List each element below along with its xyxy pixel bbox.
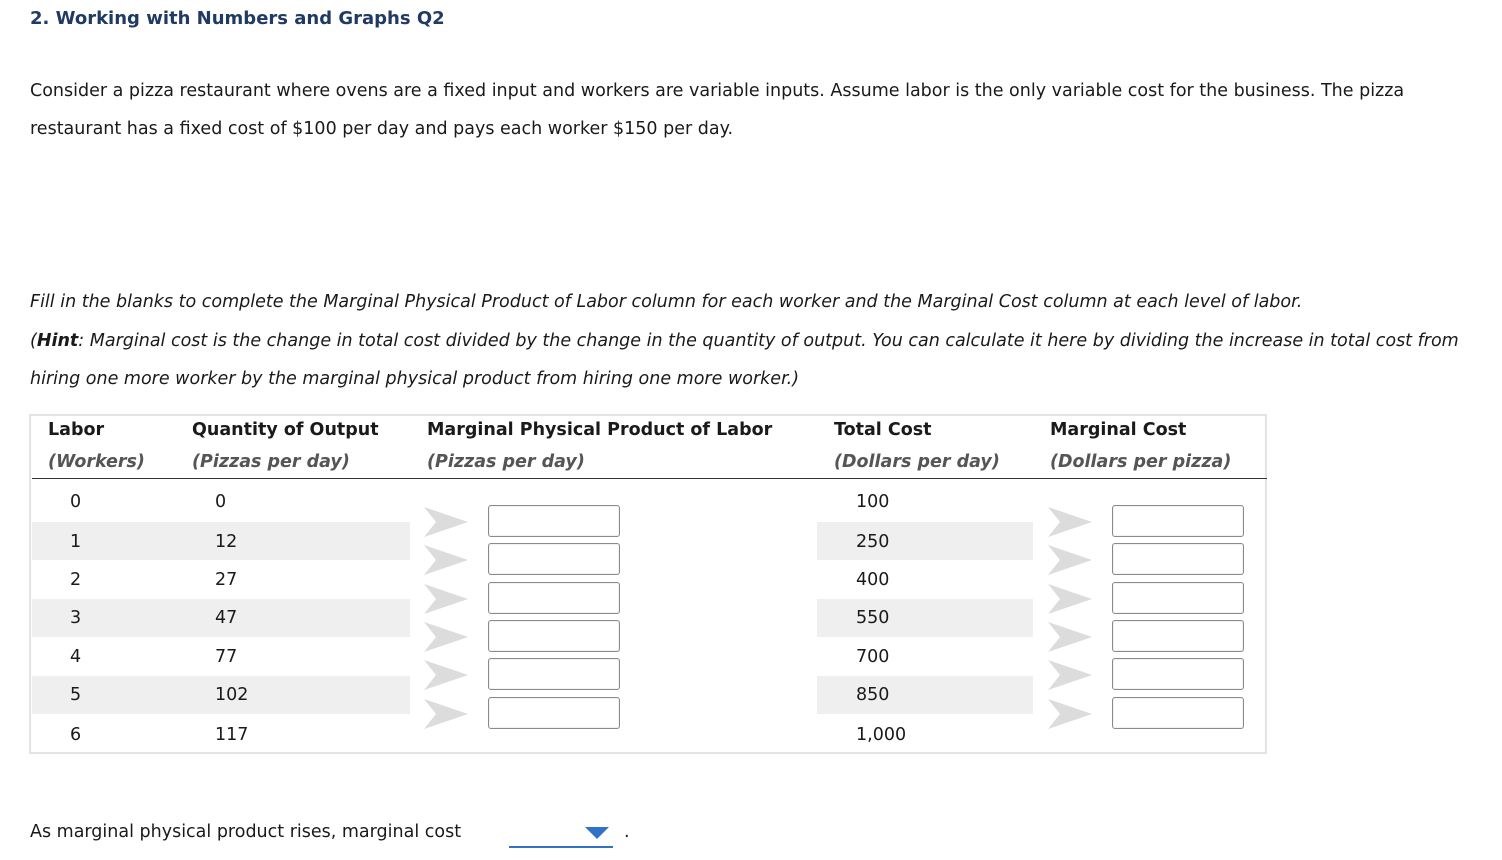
header-labor-unit: (Workers)	[48, 452, 145, 472]
marginal-cost-dropdown[interactable]	[509, 822, 613, 848]
total-cost-cell: 550	[856, 608, 890, 628]
row-band	[817, 522, 1033, 560]
question-text: As marginal physical product rises, marginal cost	[30, 822, 462, 842]
instructions-line1: Fill in the blanks to complete the Marginal Physical Product of Labor column for each worker and the Marginal Cost column at each level of labor.	[30, 292, 1303, 312]
header-marginal-cost-unit: (Dollars per pizza)	[1050, 452, 1232, 472]
header-total-cost: Total Cost	[834, 420, 932, 440]
arrow-right-icon	[422, 658, 470, 692]
arrow-right-icon	[1046, 658, 1094, 692]
question-period: .	[624, 822, 630, 842]
output-cell: 117	[215, 725, 249, 745]
mpp-input-worker-1[interactable]	[488, 505, 620, 537]
intro-paragraph: Consider a pizza restaurant where ovens are a fixed input and workers are variable inputs. Assume labor is the only variable cost for the business. The pizza restaurant has a fixed cost of $100 per day and pays each worker $150 per day.	[30, 81, 1405, 139]
total-cost-cell: 400	[856, 570, 890, 590]
labor-cell: 4	[70, 647, 82, 667]
arrow-right-icon	[422, 582, 470, 616]
row-band	[817, 599, 1033, 637]
output-cell: 0	[215, 492, 227, 512]
mc-input-worker-2[interactable]	[1112, 543, 1244, 575]
header-divider	[32, 478, 1267, 479]
instructions-paragraph: Fill in the blanks to complete the Marginal Physical Product of Labor column for each worker and the Marginal Cost column at each level of labor. (Hint: Marginal cost is the change in total cost divided by the change in the quantity of output. You can calculate it here by dividing the increase in total cost from hiring one more worker by the marginal physical product from hiring one more worker.)	[30, 292, 1459, 389]
output-cell: 27	[215, 570, 238, 590]
labor-cell: 0	[70, 492, 82, 512]
output-cell: 12	[215, 532, 238, 552]
mc-input-worker-3[interactable]	[1112, 582, 1244, 614]
hint-text: : Marginal cost is the change in total cost divided by the change in the quantity of output. You can calculate it here by dividing the increase in total cost from hiring one more worker by the marginal physical product from hiring one more worker.)	[30, 330, 1459, 389]
mpp-input-worker-4[interactable]	[488, 620, 620, 652]
page-title: 2. Working with Numbers and Graphs Q2	[30, 8, 445, 29]
labor-cell: 6	[70, 725, 82, 745]
total-cost-cell: 1,000	[856, 725, 907, 745]
mc-input-worker-6[interactable]	[1112, 697, 1244, 729]
labor-cell: 5	[70, 685, 82, 705]
output-cell: 47	[215, 608, 238, 628]
total-cost-cell: 100	[856, 492, 890, 512]
output-cell: 77	[215, 647, 238, 667]
header-marginal-cost: Marginal Cost	[1050, 420, 1187, 440]
chevron-down-icon	[585, 827, 609, 839]
arrow-right-icon	[422, 505, 470, 539]
total-cost-cell: 700	[856, 647, 890, 667]
header-output-unit: (Pizzas per day)	[192, 452, 350, 472]
mpp-input-worker-6[interactable]	[488, 697, 620, 729]
output-cell: 102	[215, 685, 249, 705]
header-mpp: Marginal Physical Product of Labor	[427, 420, 773, 440]
mc-input-worker-4[interactable]	[1112, 620, 1244, 652]
mc-input-worker-5[interactable]	[1112, 658, 1244, 690]
header-output: Quantity of Output	[192, 420, 379, 440]
mpp-input-worker-5[interactable]	[488, 658, 620, 690]
mc-input-worker-1[interactable]	[1112, 505, 1244, 537]
row-band	[817, 676, 1033, 714]
arrow-right-icon	[422, 620, 470, 654]
arrow-right-icon	[422, 697, 470, 731]
arrow-right-icon	[1046, 582, 1094, 616]
header-mpp-unit: (Pizzas per day)	[427, 452, 585, 472]
mpp-input-worker-3[interactable]	[488, 582, 620, 614]
arrow-right-icon	[1046, 620, 1094, 654]
header-total-cost-unit: (Dollars per day)	[834, 452, 1000, 472]
labor-cell: 3	[70, 608, 82, 628]
arrow-right-icon	[1046, 543, 1094, 577]
arrow-right-icon	[422, 543, 470, 577]
header-labor: Labor	[48, 420, 105, 440]
arrow-right-icon	[1046, 505, 1094, 539]
labor-cell: 2	[70, 570, 82, 590]
total-cost-cell: 250	[856, 532, 890, 552]
arrow-right-icon	[1046, 697, 1094, 731]
mpp-input-worker-2[interactable]	[488, 543, 620, 575]
hint-label: Hint	[36, 330, 79, 351]
total-cost-cell: 850	[856, 685, 890, 705]
labor-cell: 1	[70, 532, 82, 552]
